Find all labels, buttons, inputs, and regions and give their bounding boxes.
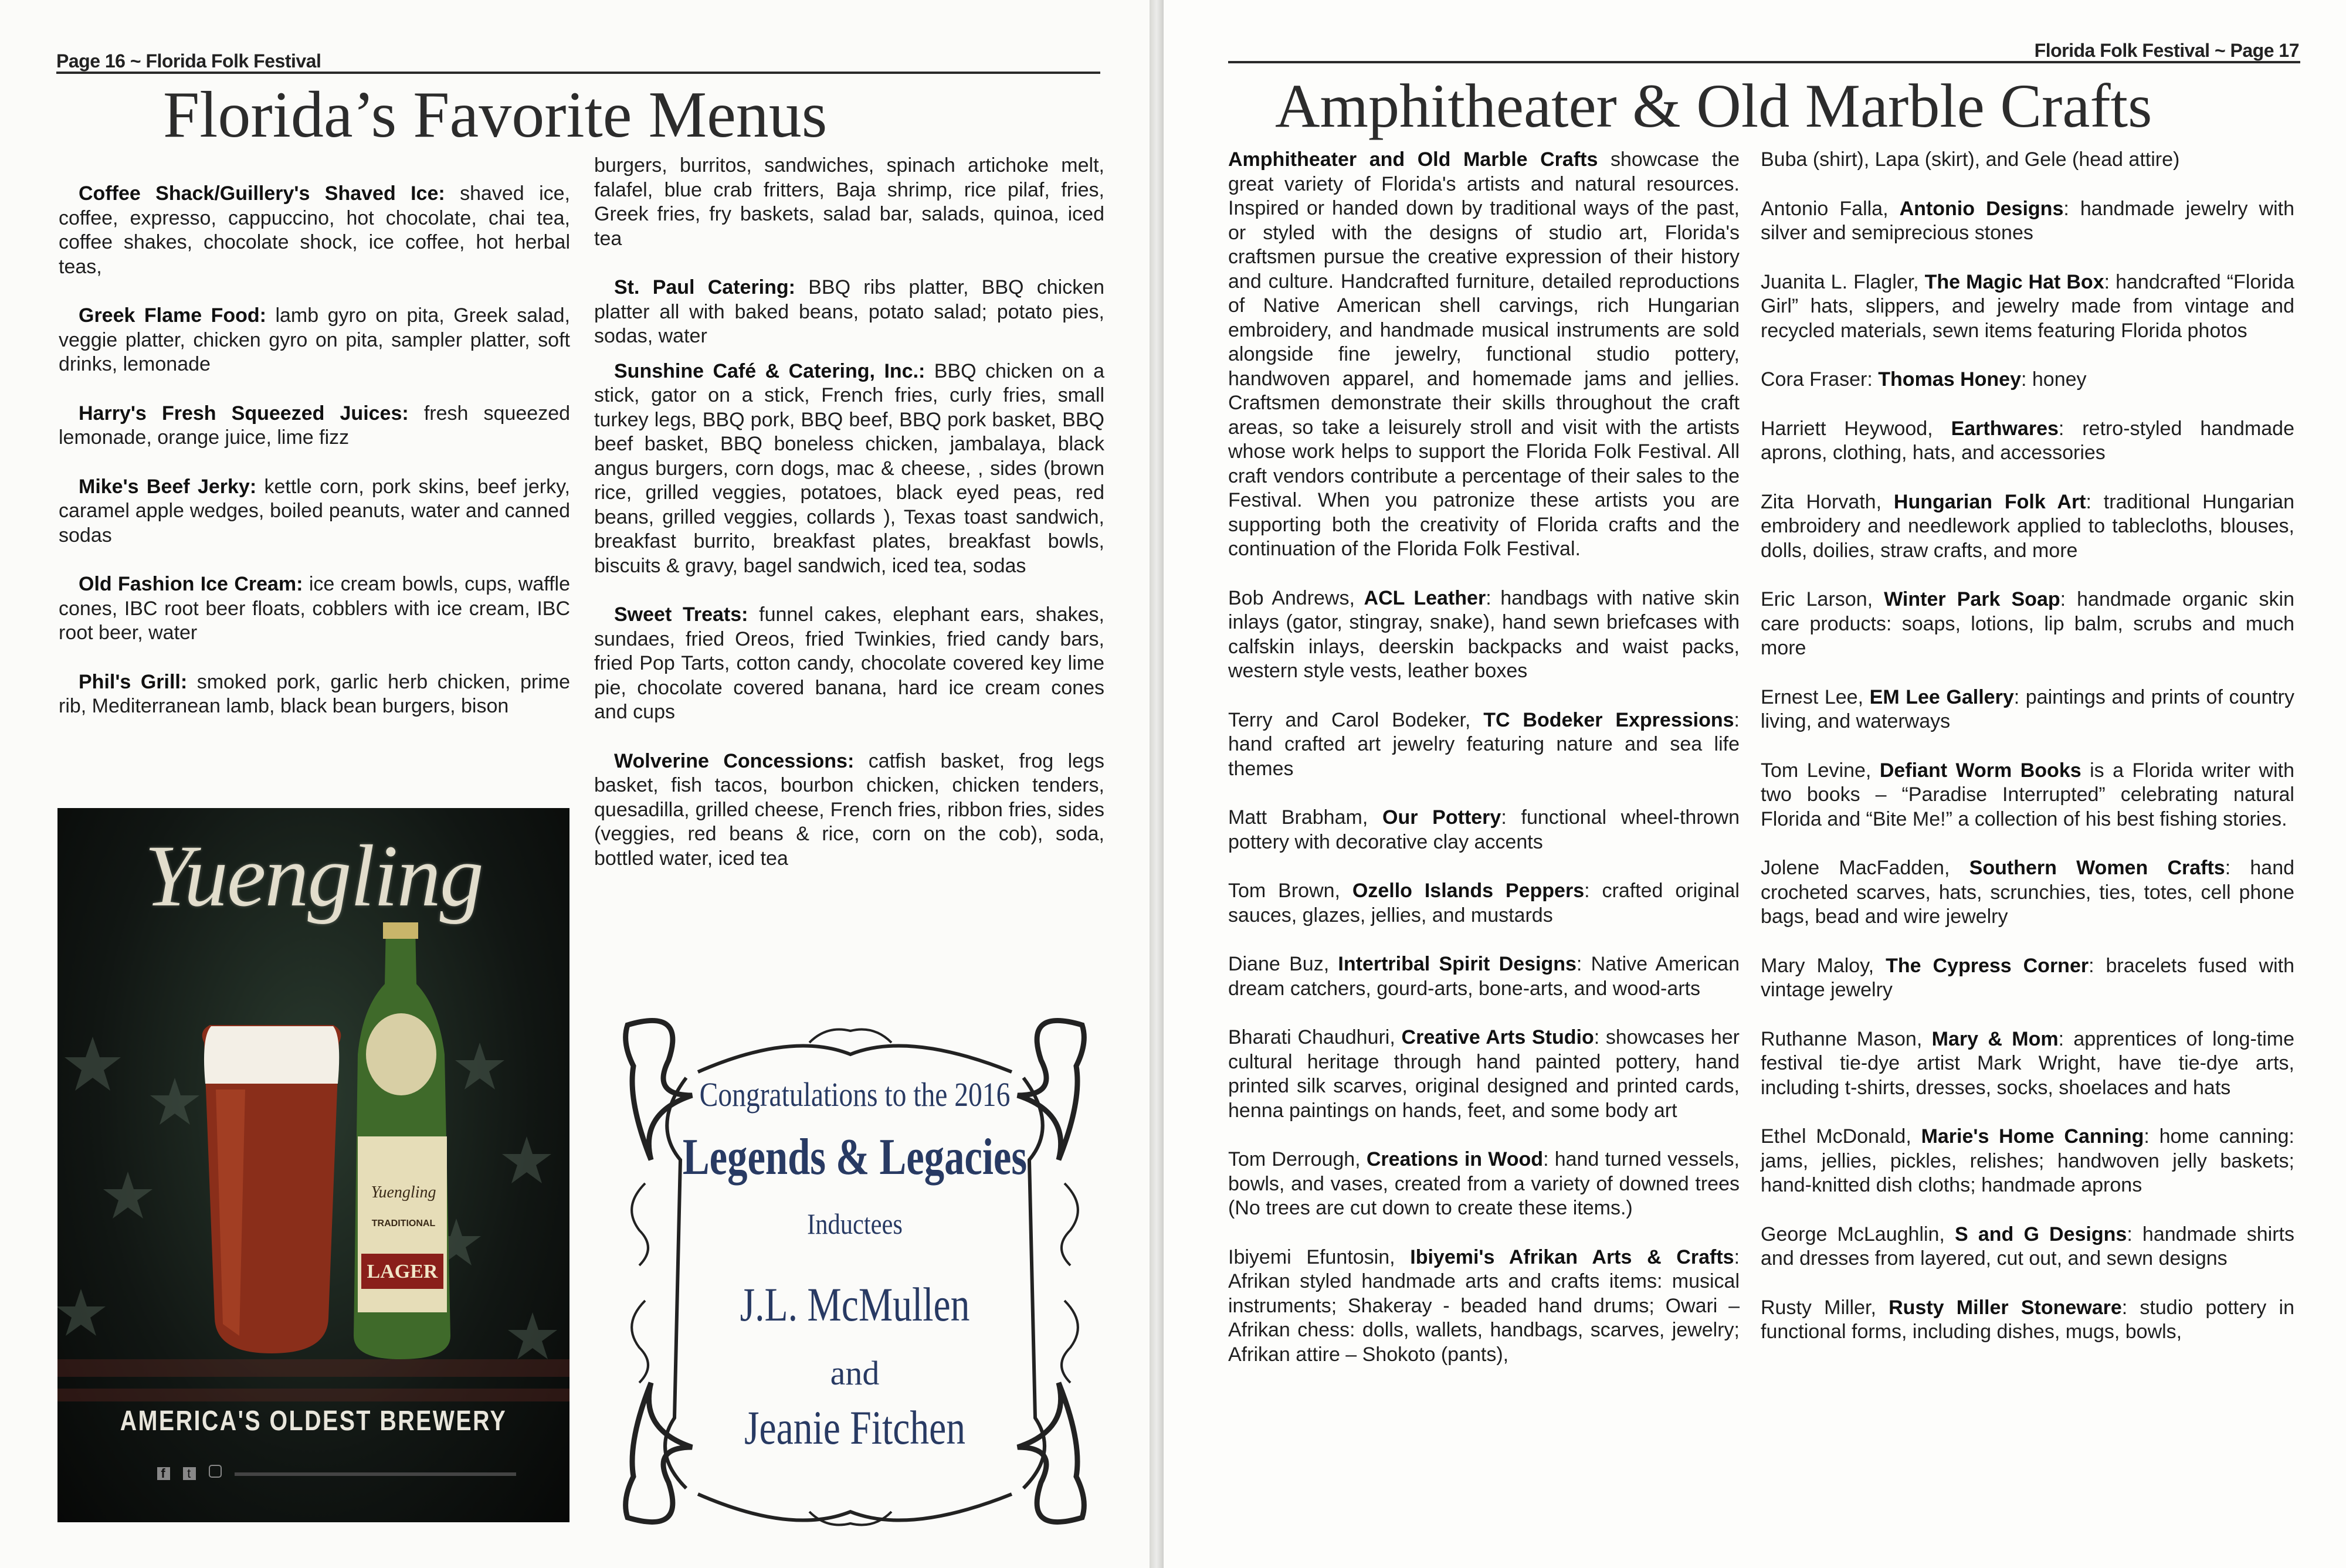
entry-text: Tom Brown,	[1228, 880, 1352, 902]
right-page-title: Amphitheater & Old Marble Crafts	[1275, 72, 2152, 140]
entry-name: The Cypress Corner	[1886, 954, 2089, 977]
entry-text: Juanita L. Flagler,	[1761, 270, 1925, 293]
vendor-entry	[1761, 1296, 2294, 1345]
vendor-entry	[1761, 1223, 2294, 1271]
entry-name: Mike's Beef Jerky:	[79, 475, 257, 498]
entry-text: : handbags with native skin inlays (gator, stingray, snake), hand sewn briefcases with calfskin inlays, deerskin backpacks and waist packs, western style vests, leather boxes	[1228, 586, 1740, 682]
entry-text: : crafted original sauces, glazes, jellies, and mustards	[1228, 880, 1740, 926]
entry-text: BBQ ribs platter, BBQ chicken platter all with baked beans, potato salad; potato pies, sodas, water	[594, 276, 1105, 347]
entry-text: Ibiyemi Efuntosin,	[1228, 1245, 1411, 1268]
entry-text: Zita Horvath,	[1761, 490, 1894, 513]
entry-text: smoked pork, garlic herb chicken, prime rib, Mediterranean lamb, black bean burgers, bison	[59, 670, 571, 717]
entry-text: Antonio Falla,	[1761, 197, 1900, 220]
vendor-entry	[1228, 1148, 1740, 1221]
vendor-entry	[1761, 490, 2294, 564]
left-page-title: Florida’s Favorite Menus	[163, 79, 828, 151]
entry-text: ice cream bowls, cups, waffle cones, IBC root beer floats, cobblers with ice cream, IBC root beer, water	[59, 573, 571, 644]
entry-text: Buba (shirt), Lapa (skirt), and Gele (head attire)	[1761, 148, 2180, 171]
entry-text: : showcases her cultural heritage through hand painted pottery, hand printed silk scarves, original designed and printed cards, henna paintings on hands, feet, and some body art	[1228, 1026, 1740, 1122]
entry-text: Cora Fraser:	[1761, 368, 1879, 391]
yuengling-slogan: AMERICA'S OLDEST BREWERY	[120, 1406, 507, 1437]
vendor-entry	[1228, 708, 1740, 782]
entry-name: Wolverine Concessions:	[614, 749, 855, 772]
entry-text: Ernest Lee,	[1761, 685, 1870, 708]
yuengling-logo: Yuengling	[144, 827, 483, 925]
facebook-icon: f	[157, 1467, 170, 1480]
congrats-ad	[616, 1007, 1094, 1535]
entry-text: : hand crafted art jewelry featuring nature and sea life themes	[1228, 708, 1740, 780]
inductee-and: and	[830, 1354, 880, 1392]
entry-text: Ruthanne Mason,	[1761, 1027, 1932, 1050]
entry-text: BBQ chicken on a stick, gator on a stick, French fries, curly fries, small turkey legs, BBQ pork, BBQ beef, BBQ pork basket, BBQ beef basket, BBQ boneless chicken, jambalaya, black angus burgers, corn dogs, mac & cheese, , sides (brown rice, grilled veggies, potatoes, black eyed peas, red beans, grilled veggies, collards ), Texas toast sandwich, breakfast burrito, breakfast plates, breakfast bowls, biscuits & gravy, bagel sandwich, iced tea, sodas	[594, 359, 1104, 577]
entry-name: Sunshine Café & Catering, Inc.:	[614, 359, 925, 382]
entry-text: shaved ice, coffee, expresso, cappuccino, hot chocolate, chai tea, coffee shakes, chocolate shock, ice coffee, hot herbal teas,	[59, 182, 570, 278]
left-page	[0, 0, 1150, 1568]
menu-entry	[59, 572, 570, 646]
entry-name: Ozello Islands Peppers	[1352, 880, 1585, 902]
entry-name: Old Fashion Ice Cream:	[79, 573, 303, 595]
menu-entry	[594, 603, 1104, 725]
entry-text: George McLaughlin,	[1761, 1223, 1955, 1245]
entry-text: : studio pottery in functional forms, including dishes, mugs, bowls,	[1761, 1296, 2294, 1343]
right-header-rule	[1228, 61, 2300, 63]
entry-text: Terry and Carol Bodeker,	[1228, 708, 1484, 731]
entry-name: Phil's Grill:	[79, 670, 188, 693]
fine-print	[235, 1472, 516, 1476]
entry-text: lamb gyro on pita, Greek salad, veggie platter, chicken gyro on pita, sampler platter, soft drinks, lemonade	[59, 304, 570, 375]
entry-text: Jolene MacFadden,	[1761, 857, 1969, 879]
vendor-entry-continued	[1761, 148, 2294, 172]
vendor-entry	[1761, 759, 2294, 832]
entry-name: Marie's Home Canning	[1921, 1125, 2144, 1148]
menu-entry	[594, 359, 1104, 579]
entry-text: : Native American dream catchers, gourd-arts, bone-arts, and wood-arts	[1228, 953, 1740, 1000]
entry-name: ACL Leather	[1364, 586, 1486, 609]
entry-name: Thomas Honey	[1878, 368, 2021, 391]
entry-text: Diane Buz,	[1228, 953, 1338, 975]
entry-text: funnel cakes, elephant ears, shakes, sundaes, fried Oreos, fried Twinkies, fried candy bars, fried Pop Tarts, cotton candy, chocolate covered key lime pie, chocolate covered banana, hard ice cream cones and cups	[594, 603, 1104, 723]
entry-text: : apprentices of long-time festival tie-dye artist Mark Wright, have tie-dye arts, including t-shirts, dresses, socks, shoelaces and hats	[1761, 1027, 2295, 1099]
page-spine	[1150, 0, 1164, 1568]
entry-text: : bracelets fused with vintage jewelry	[1761, 954, 2294, 1001]
yuengling-ad	[57, 808, 569, 1522]
inductee-2: Jeanie Fitchen	[744, 1401, 966, 1454]
vendor-entry	[1228, 1026, 1740, 1123]
entry-text: : functional wheel-thrown pottery with decorative clay accents	[1228, 806, 1740, 853]
twitter-icon: t	[183, 1467, 196, 1480]
crafts-column-1	[1228, 148, 1740, 1391]
right-page	[1164, 0, 2346, 1568]
inductee-1: J.L. McMullen	[740, 1278, 970, 1331]
entry-text: Tom Derrough,	[1228, 1148, 1367, 1170]
menu-entry	[59, 304, 570, 377]
entry-text: : hand turned vessels, bowls, and vases, created from a variety of downed trees (No trees are cut down to create these items.)	[1228, 1148, 1740, 1219]
entry-name: S and G Designs	[1955, 1223, 2127, 1245]
entry-text: catfish basket, frog legs basket, fish tacos, bourbon chicken, chicken tenders, quesadilla, grilled cheese, French fries, ribbon fries, sides (veggies, red beans & rice, corn on the cob), soda, bottled water, iced tea	[594, 749, 1104, 870]
entry-text: Rusty Miller,	[1761, 1296, 1889, 1319]
entry-text: Tom Levine,	[1761, 759, 1880, 782]
entry-name: Mary & Mom	[1931, 1027, 2059, 1050]
entry-name: Defiant Worm Books	[1879, 759, 2081, 782]
entry-name: Earthwares	[1951, 417, 2059, 440]
menu-column-1	[59, 182, 570, 744]
entry-name: The Magic Hat Box	[1924, 270, 2104, 293]
vendor-entry	[1761, 1125, 2294, 1198]
social-icons-row	[157, 1465, 524, 1481]
entry-name: Creations in Wood	[1366, 1148, 1544, 1170]
entry-name: Coffee Shack/Guillery's Shaved Ice:	[79, 182, 445, 205]
vendor-entry	[1228, 879, 1740, 928]
entry-name: St. Paul Catering:	[614, 276, 795, 298]
entry-name: Rusty Miller Stoneware	[1889, 1296, 2122, 1319]
bottle-label-traditional: TRADITIONAL	[371, 1219, 436, 1228]
vendor-entry	[1761, 954, 2294, 1003]
crafts-intro	[1228, 148, 1740, 562]
vendor-entry	[1761, 417, 2294, 466]
entry-text: Mary Maloy,	[1761, 954, 1886, 977]
entry-text: Matt Brabham,	[1228, 806, 1382, 829]
entry-name: Amphitheater and Old Marble Crafts	[1228, 148, 1598, 171]
menu-entry	[59, 182, 570, 279]
entry-text: : home canning: jams, jellies, pickles, relishes; handwoven jelly baskets; hand-knitted dish cloths; handmade aprons	[1761, 1125, 2295, 1196]
entry-name: TC Bodeker Expressions	[1483, 708, 1734, 731]
entry-text: Harriett Heywood,	[1761, 417, 1951, 440]
entry-text: : paintings and prints of country living, and waterways	[1761, 685, 2294, 732]
inductees-label: Inductees	[807, 1207, 903, 1240]
menu-entry	[59, 402, 570, 450]
vendor-entry	[1761, 270, 2294, 344]
vendor-entry	[1228, 806, 1740, 854]
menu-entry-continued	[594, 154, 1104, 251]
entry-text: : retro-styled handmade aprons, clothing, hats, and accessories	[1761, 417, 2295, 464]
menu-entry	[594, 276, 1104, 349]
entry-name: Hungarian Folk Art	[1893, 490, 2086, 513]
vendor-entry	[1228, 586, 1740, 684]
entry-name: Sweet Treats:	[614, 603, 748, 626]
menu-entry	[594, 749, 1104, 871]
entry-name: Antonio Designs	[1899, 197, 2064, 220]
entry-text: showcase the great variety of Florida's artists and natural resources. Inspired or handed down by traditional ways of the past, or styled with the designs of studio art, Florida's craftsmen pursue the creative expression of their history and culture. Handcrafted furniture, detailed reproductions of Native American shell carvings, rich Hungarian embroidery, and handmade musical instruments are sold alongside fine jewelry, functional studio pottery, handwoven apparel, and homemade jams and jellies. Craftsmen demonstrate their skills throughout the craft areas, so take a leisurely stroll and visit with the artists whose work helps to support the Florida Folk Festival. All craft vendors contribute a percentage of their sales to the Festival. When you patronize these artists you are supporting both the creativity of Florida crafts and the continuation of the Florida Folk Festival.	[1228, 148, 1740, 560]
entry-name: Intertribal Spirit Designs	[1338, 953, 1577, 975]
entry-name: Harry's Fresh Squeezed Juices:	[79, 402, 409, 425]
entry-name: Creative Arts Studio	[1401, 1026, 1594, 1048]
entry-text: : hand crocheted scarves, hats, scrunchies, ties, totes, cell phone bags, bead and wire jewelry	[1761, 857, 2295, 928]
entry-name: Ibiyemi's Afrikan Arts & Crafts	[1410, 1245, 1734, 1268]
vendor-entry	[1228, 1245, 1740, 1367]
entry-text: : handcrafted “Florida Girl” hats, slippers, and jewelry made from vintage and recycled materials, sewn items featuring Florida photos	[1761, 270, 2294, 342]
entry-name: Greek Flame Food:	[79, 304, 266, 327]
entry-name: EM Lee Gallery	[1869, 685, 2014, 708]
vendor-entry	[1228, 952, 1740, 1001]
entry-text: fresh squeezed lemonade, orange juice, lime fizz	[59, 402, 571, 449]
entry-text: Eric Larson,	[1761, 588, 1884, 610]
legends-legacies-heading: Legends & Legacies	[682, 1129, 1028, 1186]
entry-text: : traditional Hungarian embroidery and needlework applied to tablecloths, blouses, dolls, doilies, straw crafts, and more	[1761, 490, 2294, 562]
vendor-entry	[1761, 588, 2294, 661]
left-header-rule	[56, 72, 1100, 74]
vendor-entry	[1761, 1027, 2294, 1101]
entry-text: : handmade jewelry with silver and semiprecious stones	[1761, 197, 2294, 244]
entry-text: Bob Andrews,	[1228, 586, 1364, 609]
entry-name: Our Pottery	[1382, 806, 1501, 829]
left-page-header: Page 16 ~ Florida Folk Festival	[56, 50, 321, 72]
vendor-entry	[1761, 685, 2294, 734]
entry-text: Bharati Chaudhuri,	[1228, 1026, 1402, 1048]
entry-name: Southern Women Crafts	[1969, 857, 2225, 879]
entry-text: is a Florida writer with two books – “Paradise Interrupted” celebrating natural Florida and “Bite Me!” a collection of his best fishing stories.	[1761, 759, 2294, 830]
vendor-entry	[1761, 368, 2294, 392]
vendor-entry	[1761, 856, 2294, 929]
entry-text: : handmade organic skin care products: soaps, lotions, lip balm, scrubs and much more	[1761, 588, 2295, 659]
menu-entry	[59, 670, 570, 719]
bottle-label-brand: Yuengling	[371, 1183, 436, 1202]
entry-text: : handmade shirts and dresses from layered, cut out, and sewn designs	[1761, 1223, 2294, 1270]
menu-column-2	[594, 154, 1104, 895]
congrats-line: Congratulations to the 2016	[699, 1075, 1011, 1114]
instagram-icon	[209, 1465, 222, 1478]
bottle-label-lager: LAGER	[367, 1261, 438, 1282]
entry-text: : honey	[2020, 368, 2087, 391]
crafts-column-2	[1761, 148, 2294, 1369]
entry-text: : Afrikan styled handmade arts and crafts items: musical instruments; Shakeray - beaded hand drums; Owari – Afrikan chess: dolls, wallets, handbags, scarves, jewelry; Afrikan attire – Shokoto (pants),	[1228, 1245, 1740, 1366]
entry-text: burgers, burritos, sandwiches, spinach artichoke melt, falafel, blue crab fritters, Baja shrimp, rice pilaf, fries, Greek fries, fry baskets, salad bar, salads, quinoa, iced tea	[594, 154, 1104, 250]
menu-entry	[59, 475, 570, 548]
entry-text: kettle corn, pork skins, beef jerky, caramel apple wedges, boiled peanuts, water and canned sodas	[59, 475, 570, 547]
vendor-entry	[1761, 197, 2294, 246]
entry-name: Winter Park Soap	[1884, 588, 2060, 610]
entry-text: Ethel McDonald,	[1761, 1125, 1921, 1148]
right-page-header: Florida Folk Festival ~ Page 17	[2034, 40, 2299, 61]
